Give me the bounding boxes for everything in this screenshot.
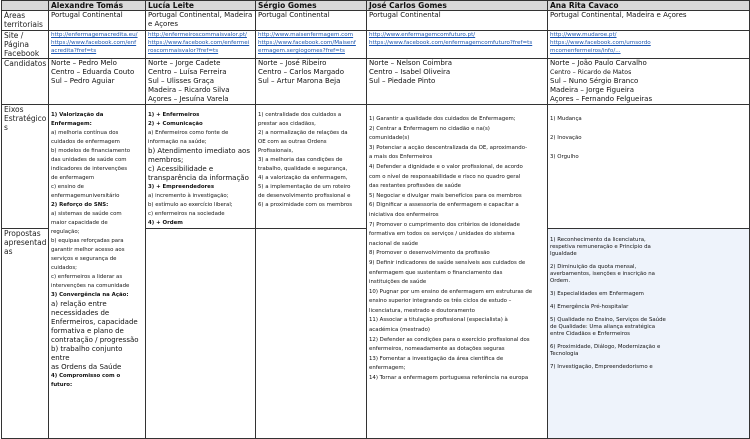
col1-line: indicadores de intervenções xyxy=(51,166,128,172)
areas-cell: Portugal Continental, Madeira e Açores xyxy=(146,11,256,31)
row-label-propostas: Propostas apresentad as xyxy=(2,229,49,439)
col1-line: contratação / progressão xyxy=(51,336,139,344)
areas-cell: Portugal Continental, Madeira e Açores xyxy=(548,11,750,31)
proposta-item: 6) Proximidade, Diálogo, Modernização e Tecnologia xyxy=(550,344,661,357)
col1-line: Enfermagem: xyxy=(51,121,92,127)
eixos-cell xyxy=(548,105,750,229)
eixo-line: prestar aos cidadãos, xyxy=(258,121,316,127)
candidate-line: Madeira – Ricardo Silva xyxy=(148,86,230,94)
col4-line: nacional de saúde xyxy=(369,240,419,247)
col1-line: das unidades de saúde com xyxy=(51,157,127,163)
candidatos-cell xyxy=(367,59,548,105)
col4-line: formativa em todos os serviços / unidades do sistema xyxy=(369,231,515,238)
eixo-line: trabalho, qualidade e segurança, xyxy=(258,166,348,172)
col1-line: necessidades de xyxy=(51,309,110,317)
col4-line: iniciativa dos enfermeiros xyxy=(369,211,439,218)
header-alexandre-tomas: Alexandre Tomás xyxy=(49,1,146,11)
col1-line: c) ensino de xyxy=(51,184,84,190)
col4-line: licenciatura, mestrado e doutoramento xyxy=(369,307,475,314)
candidate-line: Sul – Ulisses Graça xyxy=(148,77,214,85)
candidatos-cell xyxy=(146,59,256,105)
col4-line: 9) Definir indicadores de saúde sensíveis aos cuidados de xyxy=(369,259,526,266)
col1-line: b) trabalho conjunto entre xyxy=(51,345,123,362)
col1-line: 3) Convergência na Ação: xyxy=(51,292,129,298)
col1-line: formativa e plano de xyxy=(51,327,124,335)
col4-line: com o nível de responsabilidade e risco no quadro geral xyxy=(369,173,521,180)
col1-line: de enfermagem xyxy=(51,175,95,181)
site-link[interactable]: http://enfermeiroscommaisvalor.pt/ xyxy=(148,32,247,38)
col1-line: cuidados; xyxy=(51,265,77,271)
proposta-item: 4) Emergência Pré-hospitalar xyxy=(550,304,629,310)
proposta-item: 2) Diminuição da quota mensal, averbamentos, isenções e inscrição na Ordem. xyxy=(550,264,655,284)
facebook-link[interactable]: https://www.facebook.com/enfermei xyxy=(148,40,250,46)
col4-line: instituições de saúde xyxy=(369,279,427,286)
col1-line: maior capacidade de xyxy=(51,220,108,226)
col4-line: comunidade(s) xyxy=(369,135,410,142)
site-cell xyxy=(256,31,367,59)
candidatos-cell xyxy=(49,59,146,105)
facebook-link[interactable]: https://www.facebook.com/umsordo xyxy=(550,40,651,46)
header-lucia-leite: Lucía Leite xyxy=(146,1,256,11)
col1-line: c) enfermeiros a liderar as xyxy=(51,274,123,280)
eixo-line: c) enfermeiros na sociedade xyxy=(148,211,225,217)
col1-line: 1) Valorização da xyxy=(51,112,104,118)
eixo-line: Profissionais, xyxy=(258,148,294,154)
site-cell xyxy=(49,31,146,59)
col4-line: enfermeiros, nomeadamente as dotações seguras xyxy=(369,346,505,353)
eixo-line: OE com as outras Ordens xyxy=(258,139,327,145)
candidate-line: Sul – Artur Marona Beja xyxy=(258,77,341,85)
col4-line: enfermagem; xyxy=(369,365,406,372)
col1-line: a) sistemas de saúde com xyxy=(51,211,122,217)
col4-line: das restantes profissões de saúde xyxy=(369,183,461,190)
site-cell xyxy=(367,31,548,59)
col4-line: 3) Potenciar a acção descentralizada da OE, aproximando- xyxy=(369,144,528,151)
header-row xyxy=(2,1,750,11)
eixo-line: 2) a normalização de relações da xyxy=(258,130,348,136)
candidate-line: Sul – Piedade Pinto xyxy=(369,77,436,85)
eixo-line: a) Enfermeiros como fonte de xyxy=(148,130,229,136)
eixo-line: 1) + Enfermeiros xyxy=(148,112,200,118)
site-cell xyxy=(146,31,256,59)
site-link[interactable]: http://enfermagemacredita.eu/ xyxy=(51,32,138,38)
candidate-line: Centro – Carlos Margado xyxy=(258,68,345,76)
col4-line: ensino superior integrando os três ciclos de estudo – xyxy=(369,298,512,305)
propostas-cell xyxy=(146,229,256,439)
candidate-line: Açores – Fernando Felgueiras xyxy=(550,95,653,103)
header-sergio-gomes: Sérgio Gomes xyxy=(256,1,367,11)
eixo-line: 1) Mudança xyxy=(550,116,582,122)
row-label-candidatos: Candidatos xyxy=(2,59,49,105)
candidate-line: Centro – Isabel Oliveira xyxy=(369,68,451,76)
col4-line: 7) Promover o cumprimento dos critérios de idoneidade xyxy=(369,221,520,228)
col4-line: 1) Garantir a qualidade dos cuidados de Enfermagem; xyxy=(369,116,516,122)
row-site xyxy=(2,31,750,59)
col1-line: serviços e segurança de xyxy=(51,256,117,262)
candidate-line: Centro – Ricardo de Matos xyxy=(550,69,632,76)
site-link[interactable]: http://www.enfermagemcomfuturo.pt/ xyxy=(369,32,476,38)
col1-line: intervenções na comunidade xyxy=(51,283,130,289)
col4-line: 13) Fomentar a investigação da área científica de xyxy=(369,355,504,362)
site-link[interactable]: http://www.maisenfermagem.com xyxy=(258,32,354,38)
row-areas xyxy=(2,11,750,31)
col4-line: enfermagem que sustentam o financiamento das xyxy=(369,269,503,276)
propostas-cell xyxy=(256,229,367,439)
facebook-link[interactable]: https://www.facebook.com/enfermagemcomfuturo?fref=ts xyxy=(369,40,533,46)
eixo-line: transparência da informação xyxy=(148,174,249,182)
candidate-line: Madeira – Jorge Figueira xyxy=(550,86,634,94)
col4-line: a mais dos Enfermeiros xyxy=(369,154,433,161)
row-label-eixos: Eixos Estratégico s xyxy=(2,105,49,229)
eixo-line: 3) + Empreendedores xyxy=(148,184,215,190)
proposta-item: 3) Especialidades em Enfermagem xyxy=(550,291,644,297)
areas-cell: Portugal Continental xyxy=(256,11,367,31)
header-empty xyxy=(2,1,49,11)
candidate-line: Norte – José Ribeiro xyxy=(258,59,327,67)
col4-line: académica (mestrado) xyxy=(369,327,430,334)
col1-line: 2) Reforço do SNS: xyxy=(51,202,109,208)
site-link[interactable]: http://www.mudaroe.pt/ xyxy=(550,32,617,38)
col1-line: regulação; xyxy=(51,229,80,235)
col4-line: 5) Negociar e divulgar mais benefícios para os membros xyxy=(369,192,522,199)
candidate-line: Açores – Jesuína Varela xyxy=(148,95,229,103)
candidatos-cell xyxy=(548,59,750,105)
eixo-line: 4) + Ordem xyxy=(148,220,183,226)
col4-line: 4) Defender a dignidade e o valor profissional, de acordo xyxy=(369,163,523,170)
col4-body xyxy=(369,115,545,384)
col1-line: a) melhoria contínua dos xyxy=(51,130,119,136)
eixo-line: informação na saúde; xyxy=(148,139,207,145)
eixo-line: c) Acessibilidade e xyxy=(148,165,214,173)
col1-line: Enfermeiros, capacidade xyxy=(51,318,138,326)
col4-line: 2) Centrar a Enfermagem no cidadão e na(s) xyxy=(369,125,490,132)
row-label-areas: Áreas territoriais xyxy=(2,11,49,31)
proposta-item: 7) Investigação, Empreendedorismo e xyxy=(550,364,653,370)
eixo-line: 2) Inovação xyxy=(550,135,582,141)
candidate-line: Sul – Nuno Sérgio Branco xyxy=(550,77,639,85)
proposta-item: 5) Qualidade no Ensino, Serviços de Saúde de Qualidade: Uma aliança estratégica entre Cidadãos e Enfermeiros xyxy=(550,317,666,337)
eixos-cell xyxy=(146,105,256,229)
col4-line: 10) Pugnar por um ensino de enfermagem em estruturas de xyxy=(369,288,533,295)
eixo-line: 5) a implementação de um roteiro xyxy=(258,184,351,190)
facebook-link[interactable]: https://www.facebook.com/Maisenf xyxy=(258,40,356,46)
facebook-link-continued[interactable]: mcomenfermeiros/info/... xyxy=(550,48,621,54)
candidate-line: Centro – Luísa Ferreira xyxy=(148,68,227,76)
row-label-site: Site / Página Facebook xyxy=(2,31,49,59)
candidate-line: Centro – Eduarda Couto xyxy=(51,68,135,76)
eixo-line: a) incremento à investigação; xyxy=(148,193,229,199)
col1-line: futuro: xyxy=(51,382,73,388)
col1-line: 4) Compromisso com o xyxy=(51,373,121,379)
candidate-line: Sul – Pedro Aguiar xyxy=(51,77,115,85)
candidatos-cell xyxy=(256,59,367,105)
candidates-comparison-table xyxy=(1,0,750,439)
site-cell xyxy=(548,31,750,59)
col1-line: b) modelos de financiamento xyxy=(51,148,130,154)
eixo-line: 4) a valorização da enfermagem, xyxy=(258,175,348,181)
col4-line: 14) Tornar a enfermagem portuguesa referência na europa xyxy=(369,375,529,382)
candidate-line: Norte – Nelson Coimbra xyxy=(369,59,453,67)
eixo-line: b) estímulo ao exercício liberal; xyxy=(148,202,233,208)
col1-line: as Ordens da Saúde xyxy=(51,363,122,371)
facebook-link-continued[interactable]: ermagem.sergiogomes?fref=ts xyxy=(258,48,345,54)
col4-line: 8) Promover o desenvolvimento da profissão xyxy=(369,250,490,257)
row-candidatos xyxy=(2,59,750,105)
eixos-cell xyxy=(256,105,367,229)
col1-eixos-propostas-cell xyxy=(49,105,146,439)
proposta-item: 1) Reconhecimento da licenciatura, respetiva remuneração e Princípio da Igualdade xyxy=(550,237,651,257)
col4-line: 12) Defender as condições para o exercício profissional dos xyxy=(369,336,530,343)
eixo-line: 3) Orgulho xyxy=(550,154,579,160)
col1-line: b) equipas reforçadas para xyxy=(51,238,124,244)
col1-line: cuidados de enfermagem xyxy=(51,139,120,145)
candidate-line: Norte – Pedro Melo xyxy=(51,59,117,67)
eixo-line: 1) centralidade dos cuidados a xyxy=(258,112,342,118)
col1-line: garantir melhor acesso aos xyxy=(51,247,125,253)
col4-line: 6) Dignificar a assessoria de enfermagem e capacitar a xyxy=(369,202,519,209)
eixo-line: 6) a proximidade com os membros xyxy=(258,202,353,208)
col4-line: 11) Associar a titulação profissional (especialista) à xyxy=(369,317,508,324)
col1-body xyxy=(51,111,143,390)
col1-line: a) relação entre xyxy=(51,300,107,308)
facebook-link-continued[interactable]: acredita?fref=ts xyxy=(51,48,97,54)
row-eixos xyxy=(2,105,750,229)
candidate-line: Norte – Jorge Cadete xyxy=(148,59,221,67)
eixo-line: 2) + Comunicação xyxy=(148,121,203,127)
col1-line: enfermagemuniversitário xyxy=(51,193,120,199)
header-ana-rita-cavaco: Ana Rita Cavaco xyxy=(548,1,750,11)
header-jose-carlos-gomes: José Carlos Gomes xyxy=(367,1,548,11)
propostas-cell xyxy=(548,229,750,439)
facebook-link-continued[interactable]: roscommaisvalor?fref=ts xyxy=(148,48,219,54)
col4-eixos-propostas-cell xyxy=(367,105,548,439)
eixo-line: de desenvolvimento profissional e xyxy=(258,193,351,199)
areas-cell: Portugal Continental xyxy=(367,11,548,31)
eixo-line: b) Atendimento imediato aos xyxy=(148,147,250,155)
candidate-line: Norte – João Paulo Carvalho xyxy=(550,59,647,67)
areas-cell: Portugal Continental xyxy=(49,11,146,31)
eixo-line: membros; xyxy=(148,156,184,164)
facebook-link[interactable]: https://www.facebook.com/enf xyxy=(51,40,137,46)
eixo-line: 3) a melhoria das condições de xyxy=(258,157,343,163)
